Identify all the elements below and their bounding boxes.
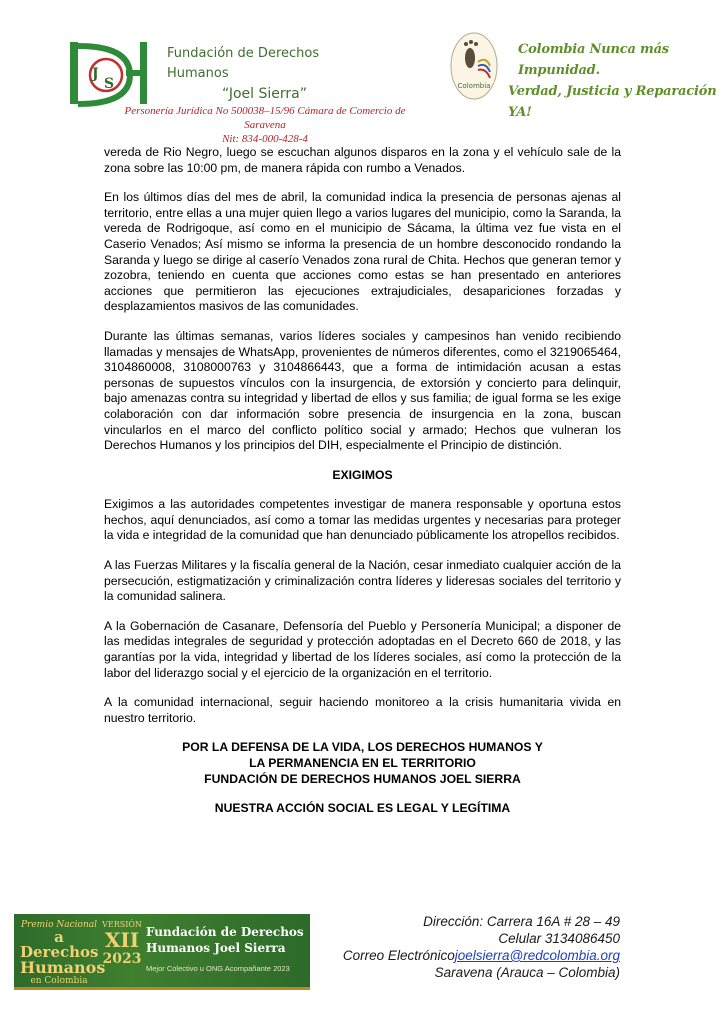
paragraph-4: Exigimos a las autoridades competentes investigar de manera responsable y oportuna estos hechos, aquí denunciados, así como a tomar las medidas urgentes y necesarias para proteger la vida e integridad de la comunidad que han denunciado públicamente los atropellos recibidos. [104, 497, 621, 543]
badge-label: Colombia [457, 82, 491, 90]
version-year: 2023 [102, 951, 142, 967]
closing-line4: NUESTRA ACCIÓN SOCIAL ES LEGAL Y LEGÍTIMA [214, 801, 511, 816]
contact-phone: Celular 3134086450 [498, 931, 620, 946]
paragraph-1: vereda de Rio Negro, luego se escuchan algunos disparos en la zona y el vehículo sale de la zona sobre las 10:00 pm, de manera rápida con rumbo a Venados. [104, 145, 621, 175]
award-category: Mejor Colectivo u ONG Acompañante 2023 [146, 964, 290, 973]
legal-info [110, 104, 420, 146]
logo-letter-s: S [104, 76, 115, 92]
award-line2: a Derechos [20, 928, 99, 961]
award-version [102, 920, 142, 967]
contact-email-label: Correo Electrónico [342, 948, 455, 963]
letterhead [0, 0, 725, 145]
closing-line2: LA PERMANENCIA EN EL TERRITORIO [249, 756, 476, 770]
document-body [104, 145, 621, 817]
contact-address: Dirección: Carrera 16A # 28 – 49 [423, 914, 620, 929]
org-name [167, 44, 367, 104]
contact-city: Saravena (Arauca – Colombia) [434, 965, 620, 980]
slogan-line2: Verdad, Justicia y Reparación YA! [508, 84, 717, 120]
paragraph-6: A la Gobernación de Casanare, Defensoría del Pueblo y Personería Municipal; a disponer de las medidas integrales de seguridad y protección adoptadas en el Decreto 660 de 2018, y las garantías por la vida, integridad y libertad de los líderes sociales, así como la protección de la labor del liderazgo social y el ejercicio de la organización en el territorio. [104, 618, 621, 680]
paragraph-5: A las Fuerzas Militares y la fiscalía general de la Nación, cesar inmediato cualquier acción de la persecución, estigmatización y criminalización contra líderes y lideresas sociales del territorio y la comunidad salinera. [104, 558, 621, 604]
contact-info [300, 913, 620, 981]
footprint-badge-icon [450, 32, 498, 100]
award-line1: Premio Nacional [21, 920, 97, 930]
js-logo-icon [70, 42, 152, 108]
award-org-line2: Humanos Joel Sierra [146, 941, 286, 955]
logo-letter-j: J [92, 66, 99, 82]
closing-line1: POR LA DEFENSA DE LA VIDA, LOS DERECHOS HUMANOS Y [182, 740, 543, 755]
award-line3: Humanos [20, 958, 106, 977]
legal-registration: Personería Jurídica No 500038–15/96 Cámara de Comercio de Saravena [124, 105, 406, 131]
paragraph-7: A la comunidad internacional, seguir haciendo monitoreo a la crisis humanitaria vivida en nuestro territorio. [104, 695, 621, 725]
legal-nit: Nit: 834-000-428-4 [222, 133, 308, 145]
section-heading: EXIGIMOS [332, 467, 393, 482]
award-line4: en Colombia [30, 976, 88, 986]
version-number: XII [104, 928, 140, 952]
award-title [20, 920, 106, 986]
slogan-line1: Colombia Nunca más Impunidad. [518, 42, 669, 78]
org-name-line2: “Joel Sierra” [222, 86, 307, 102]
closing-statement [104, 740, 621, 816]
award-banner [14, 914, 310, 990]
paragraph-3: Durante las últimas semanas, varios líderes sociales y campesinos han venido recibiendo llamadas y mensajes de WhatsApp, provenientes de números diferentes, como el 3219065464, 3104860008, 3108000763 y 3104866443, que a forma de intimidación acusan a estas personas de supuestos vínculos con la insurgencia, de extorsión y concierto para delinquir, bajo amenazas contra su integridad y libertad de ellos y sus familia; de igual forma se les exige colaboración con dar información sobre presencia de insurgencia en la zona, buscan vincularlos en el marco del conflicto político social y armado; Hechos que vulneran los Derechos Humanos y los principios del DIH, especialmente el Principio de distinción. [104, 328, 621, 453]
org-name-line1: Fundación de Derechos Humanos [167, 46, 320, 81]
award-org-line1: Fundación de Derechos [146, 925, 304, 939]
contact-email-link[interactable]: joelsierra@redcolombia.org [454, 948, 620, 963]
contact-email-row [300, 947, 620, 964]
slogan [508, 39, 718, 123]
award-org-name [146, 924, 308, 956]
version-label: VERSIÓN [102, 920, 142, 929]
closing-line3: FUNDACIÓN DE DERECHOS HUMANOS JOEL SIERRA [204, 771, 521, 786]
paragraph-2: En los últimos días del mes de abril, la comunidad indica la presencia de personas ajenas al territorio, entre ellas a una mujer quien llego a varios lugares del municipio, como la Saranda, la vereda de Rodrigoque, así como en el municipio de Sácama, la última vez fue vista en el Caserio Venados; Así mismo se informa la presencia de un hombre desconocido rondando la Saranda y luego se dirige al caserío Venados zona rural de Chita. Hechos que generan temor y zozobra, teniendo en cuenta que acciones como estas se han presentado en anteriores acciones que permitieron las ejecuciones extrajudiciales, desapariciones forzadas y desplazamientos masivos de las comunidades. [104, 190, 621, 314]
